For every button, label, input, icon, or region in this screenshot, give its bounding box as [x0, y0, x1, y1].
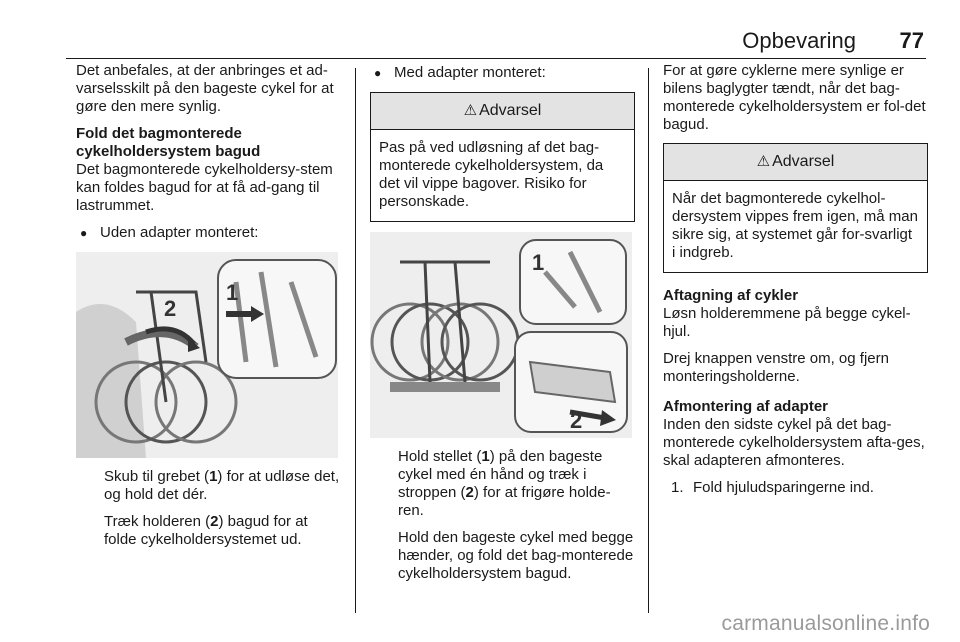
- list-text: Fold hjuludsparingerne ind.: [693, 479, 874, 496]
- figure-label: 2: [164, 296, 177, 321]
- paragraph: Inden den sidste cykel på det bag-monterede cykelholdersystem afta-ges, skal adapteren afmonteres.: [663, 416, 925, 469]
- figure-label: 1: [532, 250, 545, 275]
- column-divider: [355, 68, 356, 613]
- step-text: Skub til grebet (1) for at udløse det, og hold det dér.: [104, 468, 340, 503]
- warning-triangle-icon: ⚠: [756, 153, 771, 170]
- warning-box: [663, 143, 928, 273]
- step-text: Hold stellet (1) på den bageste cykel med én hånd og træk i stroppen (2) for at frigøre holde-ren.: [398, 448, 611, 519]
- intro-text: Det anbefales, at der anbringes et ad-varselsskilt på den bageste cykel for at gøre den mere synlig.: [76, 62, 334, 115]
- column-left: [76, 62, 344, 558]
- column-middle: [370, 62, 635, 592]
- warning-triangle-icon: ⚠: [463, 102, 478, 119]
- paragraph: Drej knappen venstre om, og fjern monteringsholderne.: [663, 350, 889, 385]
- warning-title: Advarsel: [479, 102, 542, 119]
- section-title: Opbevaring: [742, 28, 856, 53]
- paragraph: Løsn holderemmene på begge cykel-hjul.: [663, 305, 911, 340]
- step-text: Hold den bageste cykel med begge hænder, og fold det bag-monterede cykelholdersystem bagud.: [398, 529, 634, 582]
- paragraph: Det bagmonterede cykelholdersy-stem kan foldes bagud for at få ad-gang til lastrummet.: [76, 161, 333, 214]
- list-number: 1.: [671, 479, 684, 496]
- section-heading: Fold det bagmonterede cykelholdersystem bagud: [76, 125, 261, 160]
- watermark: carmanualsonline.info: [721, 612, 930, 635]
- warning-text: Pas på ved udløsning af det bag-monterede cykelholdersystem, da det vil vippe bagover. Risiko for personskade.: [379, 139, 604, 210]
- column-divider: [648, 68, 649, 613]
- section-heading: Aftagning af cykler: [663, 287, 799, 304]
- figure-bike-carrier-adapter: [370, 232, 632, 438]
- figure-label: 2: [570, 408, 583, 433]
- warning-header: [664, 144, 927, 181]
- figure-bike-carrier-fold: [76, 252, 338, 458]
- warning-header: [371, 93, 634, 130]
- page-header: [66, 22, 926, 59]
- step-text: Træk holderen (2) bagud for at folde cykelholdersystemet ud.: [104, 513, 308, 548]
- figure-label: 1: [226, 280, 239, 305]
- page-number: 77: [899, 28, 924, 53]
- numbered-list-item: [663, 479, 928, 497]
- bike-carrier-adapter-illustration: [370, 232, 632, 438]
- warning-box: [370, 92, 635, 222]
- bullet-item: ● Uden adapter monteret:: [76, 224, 344, 242]
- column-right: [663, 62, 928, 506]
- section-heading: Afmontering af adapter: [663, 398, 829, 415]
- bullet-item: ● Med adapter monteret:: [370, 64, 635, 82]
- warning-text: Når det bagmonterede cykelhol-dersystem vippes frem igen, må man sikre sig, at systemet går for-svarligt i indgreb.: [672, 190, 918, 261]
- warning-title: Advarsel: [772, 153, 835, 170]
- bike-carrier-illustration: [76, 252, 338, 458]
- intro-text: For at gøre cyklerne mere synlige er bilens baglygter tændt, når det bag-monterede cykelholdersystem er fol-det bagud.: [663, 62, 926, 133]
